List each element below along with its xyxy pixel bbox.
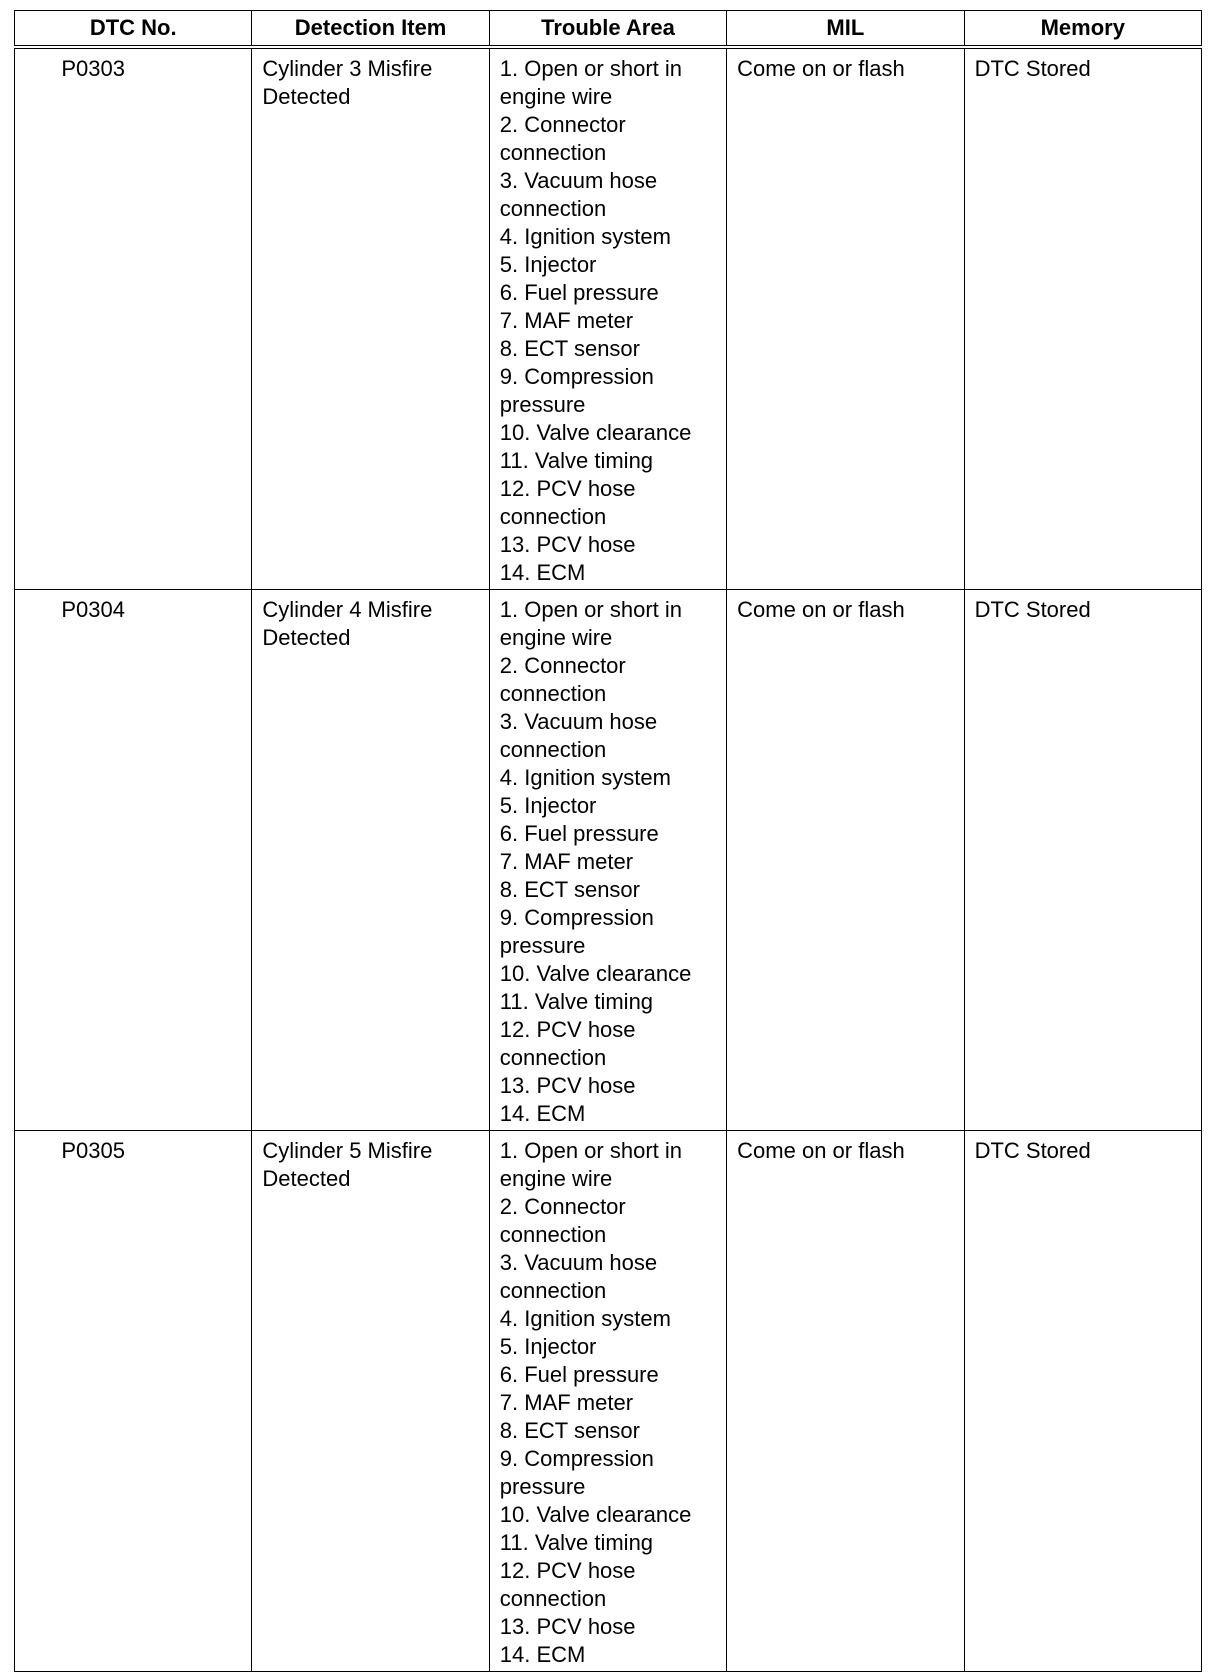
trouble-area-cell bbox=[489, 1131, 726, 1672]
header-mil: MIL bbox=[727, 11, 964, 48]
trouble-area-item: 5. Injector bbox=[499, 252, 597, 277]
trouble-area-item: 1. Open or short in bbox=[499, 56, 682, 81]
trouble-area-item: 9. Compression bbox=[499, 1446, 654, 1471]
header-memory: Memory bbox=[964, 11, 1201, 48]
trouble-area-item: 8. ECT sensor bbox=[499, 1418, 640, 1443]
trouble-area-item: 3. Vacuum hose bbox=[499, 1250, 658, 1275]
mil-cell: Come on or flash bbox=[727, 590, 964, 1131]
trouble-area-item: 2. Connector bbox=[499, 1194, 626, 1219]
trouble-area-item: 6. Fuel pressure bbox=[499, 821, 659, 846]
trouble-area-item: 4. Ignition system bbox=[499, 1306, 671, 1331]
trouble-area-item: 13. PCV hose bbox=[499, 532, 636, 557]
trouble-area-item: 9. Compression bbox=[499, 364, 654, 389]
trouble-area-item: 3. Vacuum hose bbox=[499, 709, 658, 734]
dtc-table bbox=[14, 10, 1202, 1672]
trouble-area-item: pressure bbox=[499, 392, 586, 417]
trouble-area-item: 8. ECT sensor bbox=[499, 336, 640, 361]
trouble-area-item: 14. ECM bbox=[499, 560, 586, 585]
trouble-area-item: connection bbox=[499, 1222, 607, 1247]
header-row bbox=[15, 11, 1202, 48]
trouble-area-item: 14. ECM bbox=[499, 1101, 586, 1126]
trouble-area-item: 2. Connector bbox=[499, 112, 626, 137]
header-detection-item: Detection Item bbox=[252, 11, 489, 48]
detection-item-cell: Cylinder 5 Misfire Detected bbox=[252, 1131, 489, 1672]
dtc-code-cell: P0305 bbox=[15, 1131, 252, 1672]
trouble-area-item: 10. Valve clearance bbox=[499, 1502, 692, 1527]
trouble-area-item: 1. Open or short in bbox=[499, 597, 682, 622]
detection-item-cell: Cylinder 4 Misfire Detected bbox=[252, 590, 489, 1131]
trouble-area-item: 2. Connector bbox=[499, 653, 626, 678]
trouble-area-item: 5. Injector bbox=[499, 1334, 597, 1359]
trouble-area-item: 10. Valve clearance bbox=[499, 420, 692, 445]
trouble-area-item: connection bbox=[499, 504, 607, 529]
trouble-area-item: 11. Valve timing bbox=[499, 448, 654, 473]
trouble-area-item: 14. ECM bbox=[499, 1642, 586, 1667]
trouble-area-item: 7. MAF meter bbox=[499, 1390, 634, 1415]
mil-cell: Come on or flash bbox=[727, 1131, 964, 1672]
trouble-area-item: 12. PCV hose bbox=[499, 476, 636, 501]
trouble-area-item: 4. Ignition system bbox=[499, 224, 671, 249]
trouble-area-item: 12. PCV hose bbox=[499, 1017, 636, 1042]
trouble-area-list bbox=[500, 596, 716, 1128]
memory-cell: DTC Stored bbox=[964, 47, 1201, 590]
table-row bbox=[15, 1131, 1202, 1672]
trouble-area-item: connection bbox=[499, 681, 607, 706]
trouble-area-item: 5. Injector bbox=[499, 793, 597, 818]
detection-item-cell: Cylinder 3 Misfire Detected bbox=[252, 47, 489, 590]
dtc-code-cell: P0303 bbox=[15, 47, 252, 590]
trouble-area-list bbox=[500, 55, 716, 587]
trouble-area-list bbox=[500, 1137, 716, 1669]
mil-cell: Come on or flash bbox=[727, 47, 964, 590]
header-trouble-area: Trouble Area bbox=[489, 11, 726, 48]
trouble-area-item: connection bbox=[499, 140, 607, 165]
trouble-area-item: engine wire bbox=[499, 625, 613, 650]
dtc-code-cell: P0304 bbox=[15, 590, 252, 1131]
trouble-area-item: pressure bbox=[499, 1474, 586, 1499]
table-row bbox=[15, 590, 1202, 1131]
trouble-area-cell bbox=[489, 590, 726, 1131]
trouble-area-item: 11. Valve timing bbox=[499, 989, 654, 1014]
trouble-area-item: 4. Ignition system bbox=[499, 765, 671, 790]
trouble-area-item: 9. Compression bbox=[499, 905, 654, 930]
trouble-area-item: 3. Vacuum hose bbox=[499, 168, 658, 193]
trouble-area-item: 6. Fuel pressure bbox=[499, 280, 659, 305]
trouble-area-item: connection bbox=[499, 196, 607, 221]
trouble-area-item: 6. Fuel pressure bbox=[499, 1362, 659, 1387]
trouble-area-item: connection bbox=[499, 1045, 607, 1070]
memory-cell: DTC Stored bbox=[964, 1131, 1201, 1672]
trouble-area-item: 7. MAF meter bbox=[499, 308, 634, 333]
header-dtc-no: DTC No. bbox=[15, 11, 252, 48]
trouble-area-item: connection bbox=[499, 737, 607, 762]
table-header bbox=[15, 11, 1202, 48]
trouble-area-item: 8. ECT sensor bbox=[499, 877, 640, 902]
trouble-area-item: 12. PCV hose bbox=[499, 1558, 636, 1583]
trouble-area-item: 13. PCV hose bbox=[499, 1073, 636, 1098]
trouble-area-cell bbox=[489, 47, 726, 590]
memory-cell: DTC Stored bbox=[964, 590, 1201, 1131]
trouble-area-item: pressure bbox=[499, 933, 586, 958]
table-body bbox=[15, 47, 1202, 1672]
trouble-area-item: connection bbox=[499, 1586, 607, 1611]
table-row bbox=[15, 47, 1202, 590]
trouble-area-item: 13. PCV hose bbox=[499, 1614, 636, 1639]
trouble-area-item: 11. Valve timing bbox=[499, 1530, 654, 1555]
trouble-area-item: 7. MAF meter bbox=[499, 849, 634, 874]
trouble-area-item: connection bbox=[499, 1278, 607, 1303]
trouble-area-item: engine wire bbox=[499, 84, 613, 109]
trouble-area-item: engine wire bbox=[499, 1166, 613, 1191]
trouble-area-item: 1. Open or short in bbox=[499, 1138, 682, 1163]
trouble-area-item: 10. Valve clearance bbox=[499, 961, 692, 986]
